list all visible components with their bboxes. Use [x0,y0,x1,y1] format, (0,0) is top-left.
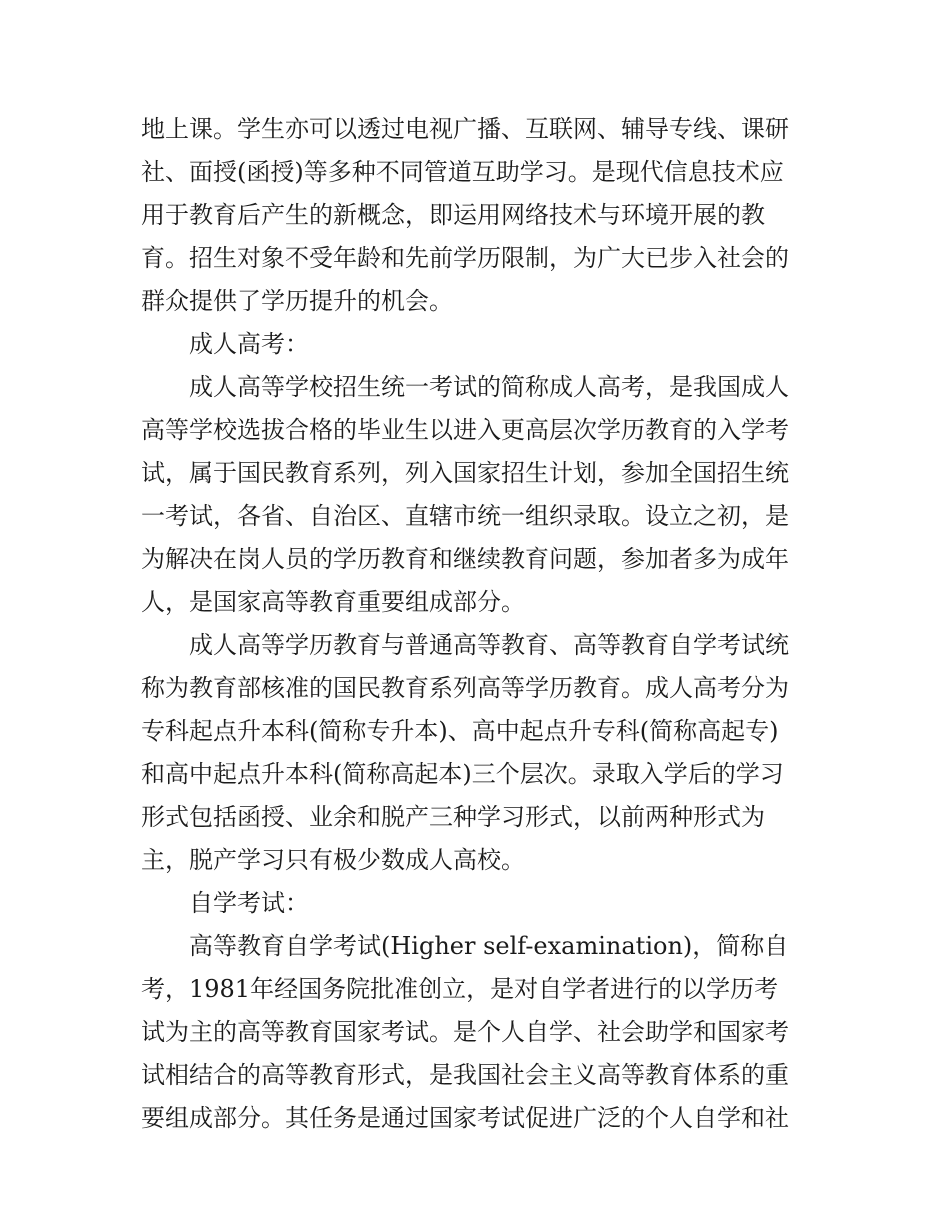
text-line: 成人高等学校招生统一考试的简称成人高考，是我国成人 [189,373,789,401]
section-heading-self-study-exam: 自学考试： [189,889,309,917]
text-line: 高等学校选拔合格的毕业生以进入更高层次学历教育的入学考 [141,416,789,444]
text-line: 成人高等学历教育与普通高等教育、高等教育自学考试统 [189,631,789,659]
text-line: 群众提供了学历提升的机会。 [141,287,453,315]
text-line: 试相结合的高等教育形式，是我国社会主义高等教育体系的重 [141,1061,789,1089]
text-line: 要组成部分。其任务是通过国家考试促进广泛的个人自学和社 [141,1104,789,1132]
text-line: 考，1981年经国务院批准创立，是对自学者进行的以学历考 [141,975,779,1003]
text-line: 为解决在岗人员的学历教育和继续教育问题，参加者多为成年 [141,545,789,573]
text-line: 主，脱产学习只有极少数成人高校。 [141,846,525,874]
text-line: 试为主的高等教育国家考试。是个人自学、社会助学和国家考 [141,1018,789,1046]
text-line: 地上课。学生亦可以透过电视广播、互联网、辅导专线、课研 [141,115,789,143]
text-line: 人，是国家高等教育重要组成部分。 [141,588,525,616]
text-line: 和高中起点升本科(简称高起本)三个层次。录取入学后的学习 [141,760,784,788]
section-heading-adult-exam: 成人高考： [189,330,309,358]
body-text [141,108,813,1140]
text-line: 一考试，各省、自治区、直辖市统一组织录取。设立之初，是 [141,502,789,530]
text-line: 专科起点升本科(简称专升本)、高中起点升专科(简称高起专) [141,717,779,745]
text-line: 形式包括函授、业余和脱产三种学习形式，以前两种形式为 [141,803,765,831]
text-line: 用于教育后产生的新概念，即运用网络技术与环境开展的教 [141,201,765,229]
text-line: 社、面授(函授)等多种不同管道互助学习。是现代信息技术应 [141,158,784,186]
text-line: 高等教育自学考试(Higher self-examination)，简称自 [189,932,789,960]
text-line: 称为教育部核准的国民教育系列高等学历教育。成人高考分为 [141,674,789,702]
text-line: 育。招生对象不受年龄和先前学历限制，为广大已步入社会的 [141,244,789,272]
text-line: 试，属于国民教育系列，列入国家招生计划，参加全国招生统 [141,459,789,487]
